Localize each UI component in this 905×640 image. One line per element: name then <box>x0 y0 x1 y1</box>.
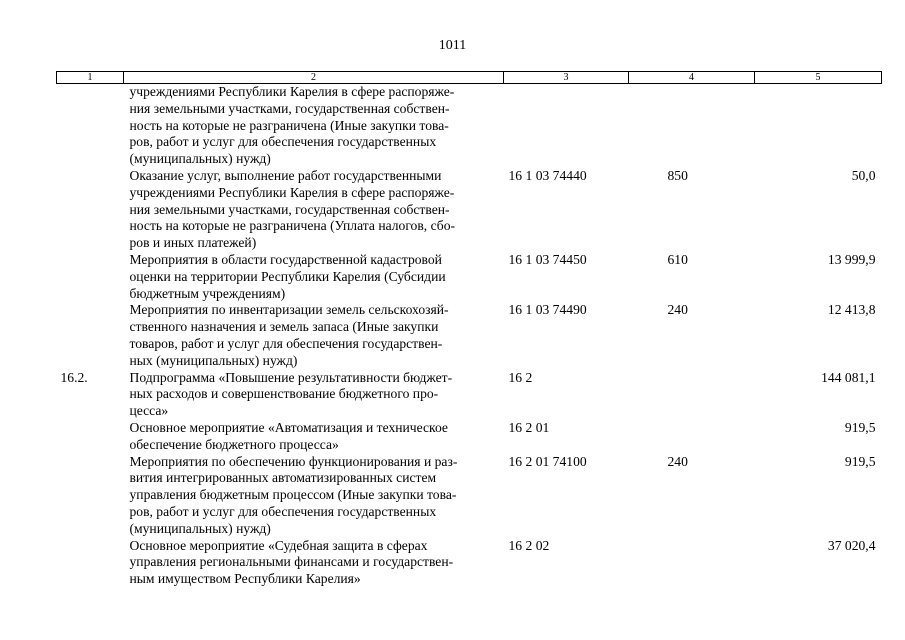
row-expense-type <box>629 420 755 454</box>
table-row <box>57 168 882 252</box>
table-row <box>57 420 882 454</box>
table-row <box>57 538 882 588</box>
row-target-code <box>504 84 629 168</box>
row-amount: 50,0 <box>851 167 876 183</box>
row-expense-type: 240 <box>667 453 688 469</box>
row-expense-type <box>629 370 755 420</box>
row-description: Основное мероприятие «Судебная защита в сферах управления региональными финансами и государствен- ным имуществом Республики Карелия» <box>129 537 454 587</box>
row-amount: 144 081,1 <box>821 369 876 385</box>
row-target-code: 16 1 03 74440 <box>508 167 587 183</box>
row-number <box>57 454 124 538</box>
table-row <box>57 302 882 369</box>
table-row <box>57 84 882 168</box>
row-target-code: 16 1 03 74490 <box>508 302 587 318</box>
row-description: Оказание услуг, выполнение работ государственными учреждениями Республики Карелия в сфере распоряже- ния земельными участками, государственная собствен- ность на которые не разграничена (Уплата налогов, сбо- ров и иных платежей) <box>129 167 456 251</box>
row-amount: 37 020,4 <box>827 537 876 553</box>
row-description: Мероприятия по обеспечению функционирования и раз- вития интегрированных автоматизированных систем управления бюджетным процессом (Иные закупки това- ров, работ и услуг для обеспечения государственных (муниципальных) нужд) <box>129 453 458 536</box>
column-header-3: 3 <box>504 72 629 84</box>
row-target-code: 16 2 <box>508 369 533 385</box>
row-description: Основное мероприятие «Автоматизация и техническое обеспечение бюджетного процесса» <box>129 419 448 452</box>
row-number <box>57 420 124 454</box>
row-expense-type: 850 <box>667 167 688 183</box>
row-expense-type: 240 <box>667 302 688 318</box>
table-row <box>57 454 882 538</box>
row-target-code: 16 2 01 <box>508 419 550 435</box>
row-number <box>57 252 124 302</box>
table-row <box>57 370 882 420</box>
row-expense-type: 610 <box>667 251 688 267</box>
row-target-code: 16 1 03 74450 <box>508 251 587 267</box>
page-number: 1011 <box>438 38 467 53</box>
row-target-code: 16 2 01 74100 <box>508 453 587 469</box>
row-expense-type <box>629 84 755 168</box>
row-amount <box>755 84 882 168</box>
column-header-5: 5 <box>755 72 882 84</box>
row-amount: 919,5 <box>844 419 876 435</box>
row-number <box>57 538 124 588</box>
row-target-code: 16 2 02 <box>508 537 550 553</box>
table-row <box>57 252 882 302</box>
table-body <box>57 84 882 588</box>
row-number: 16.2. <box>60 369 88 385</box>
row-description: Подпрограмма «Повышение результативности бюджет- ных расходов и совершенствование бюджетного про- цесса» <box>129 369 453 419</box>
column-header-1: 1 <box>57 72 124 84</box>
row-number <box>57 84 124 168</box>
column-header-4: 4 <box>629 72 755 84</box>
row-number <box>57 302 124 369</box>
row-expense-type <box>629 538 755 588</box>
row-amount: 13 999,9 <box>827 251 876 267</box>
table-header <box>57 72 882 84</box>
row-number <box>57 168 124 252</box>
row-description: учреждениями Республики Карелия в сфере распоряже- ния земельными участками, государственная собствен- ность на которые не разграничена (Иные закупки това- ров, работ и услуг для обеспечения государственных (муниципальных) нужд) <box>129 84 455 167</box>
budget-table <box>56 71 882 588</box>
row-description: Мероприятия в области государственной кадастровой оценки на территории Республики Карелия (Субсидии бюджетным учреждениям) <box>129 251 446 301</box>
row-description: Мероприятия по инвентаризации земель сельскохозяй- ственного назначения и земель запаса (Иные закупки товаров, работ и услуг для обеспечения государствен- ных (муниципальных) нужд) <box>129 302 449 368</box>
row-amount: 12 413,8 <box>827 302 876 318</box>
column-header-2: 2 <box>124 72 504 84</box>
row-amount: 919,5 <box>844 453 876 469</box>
